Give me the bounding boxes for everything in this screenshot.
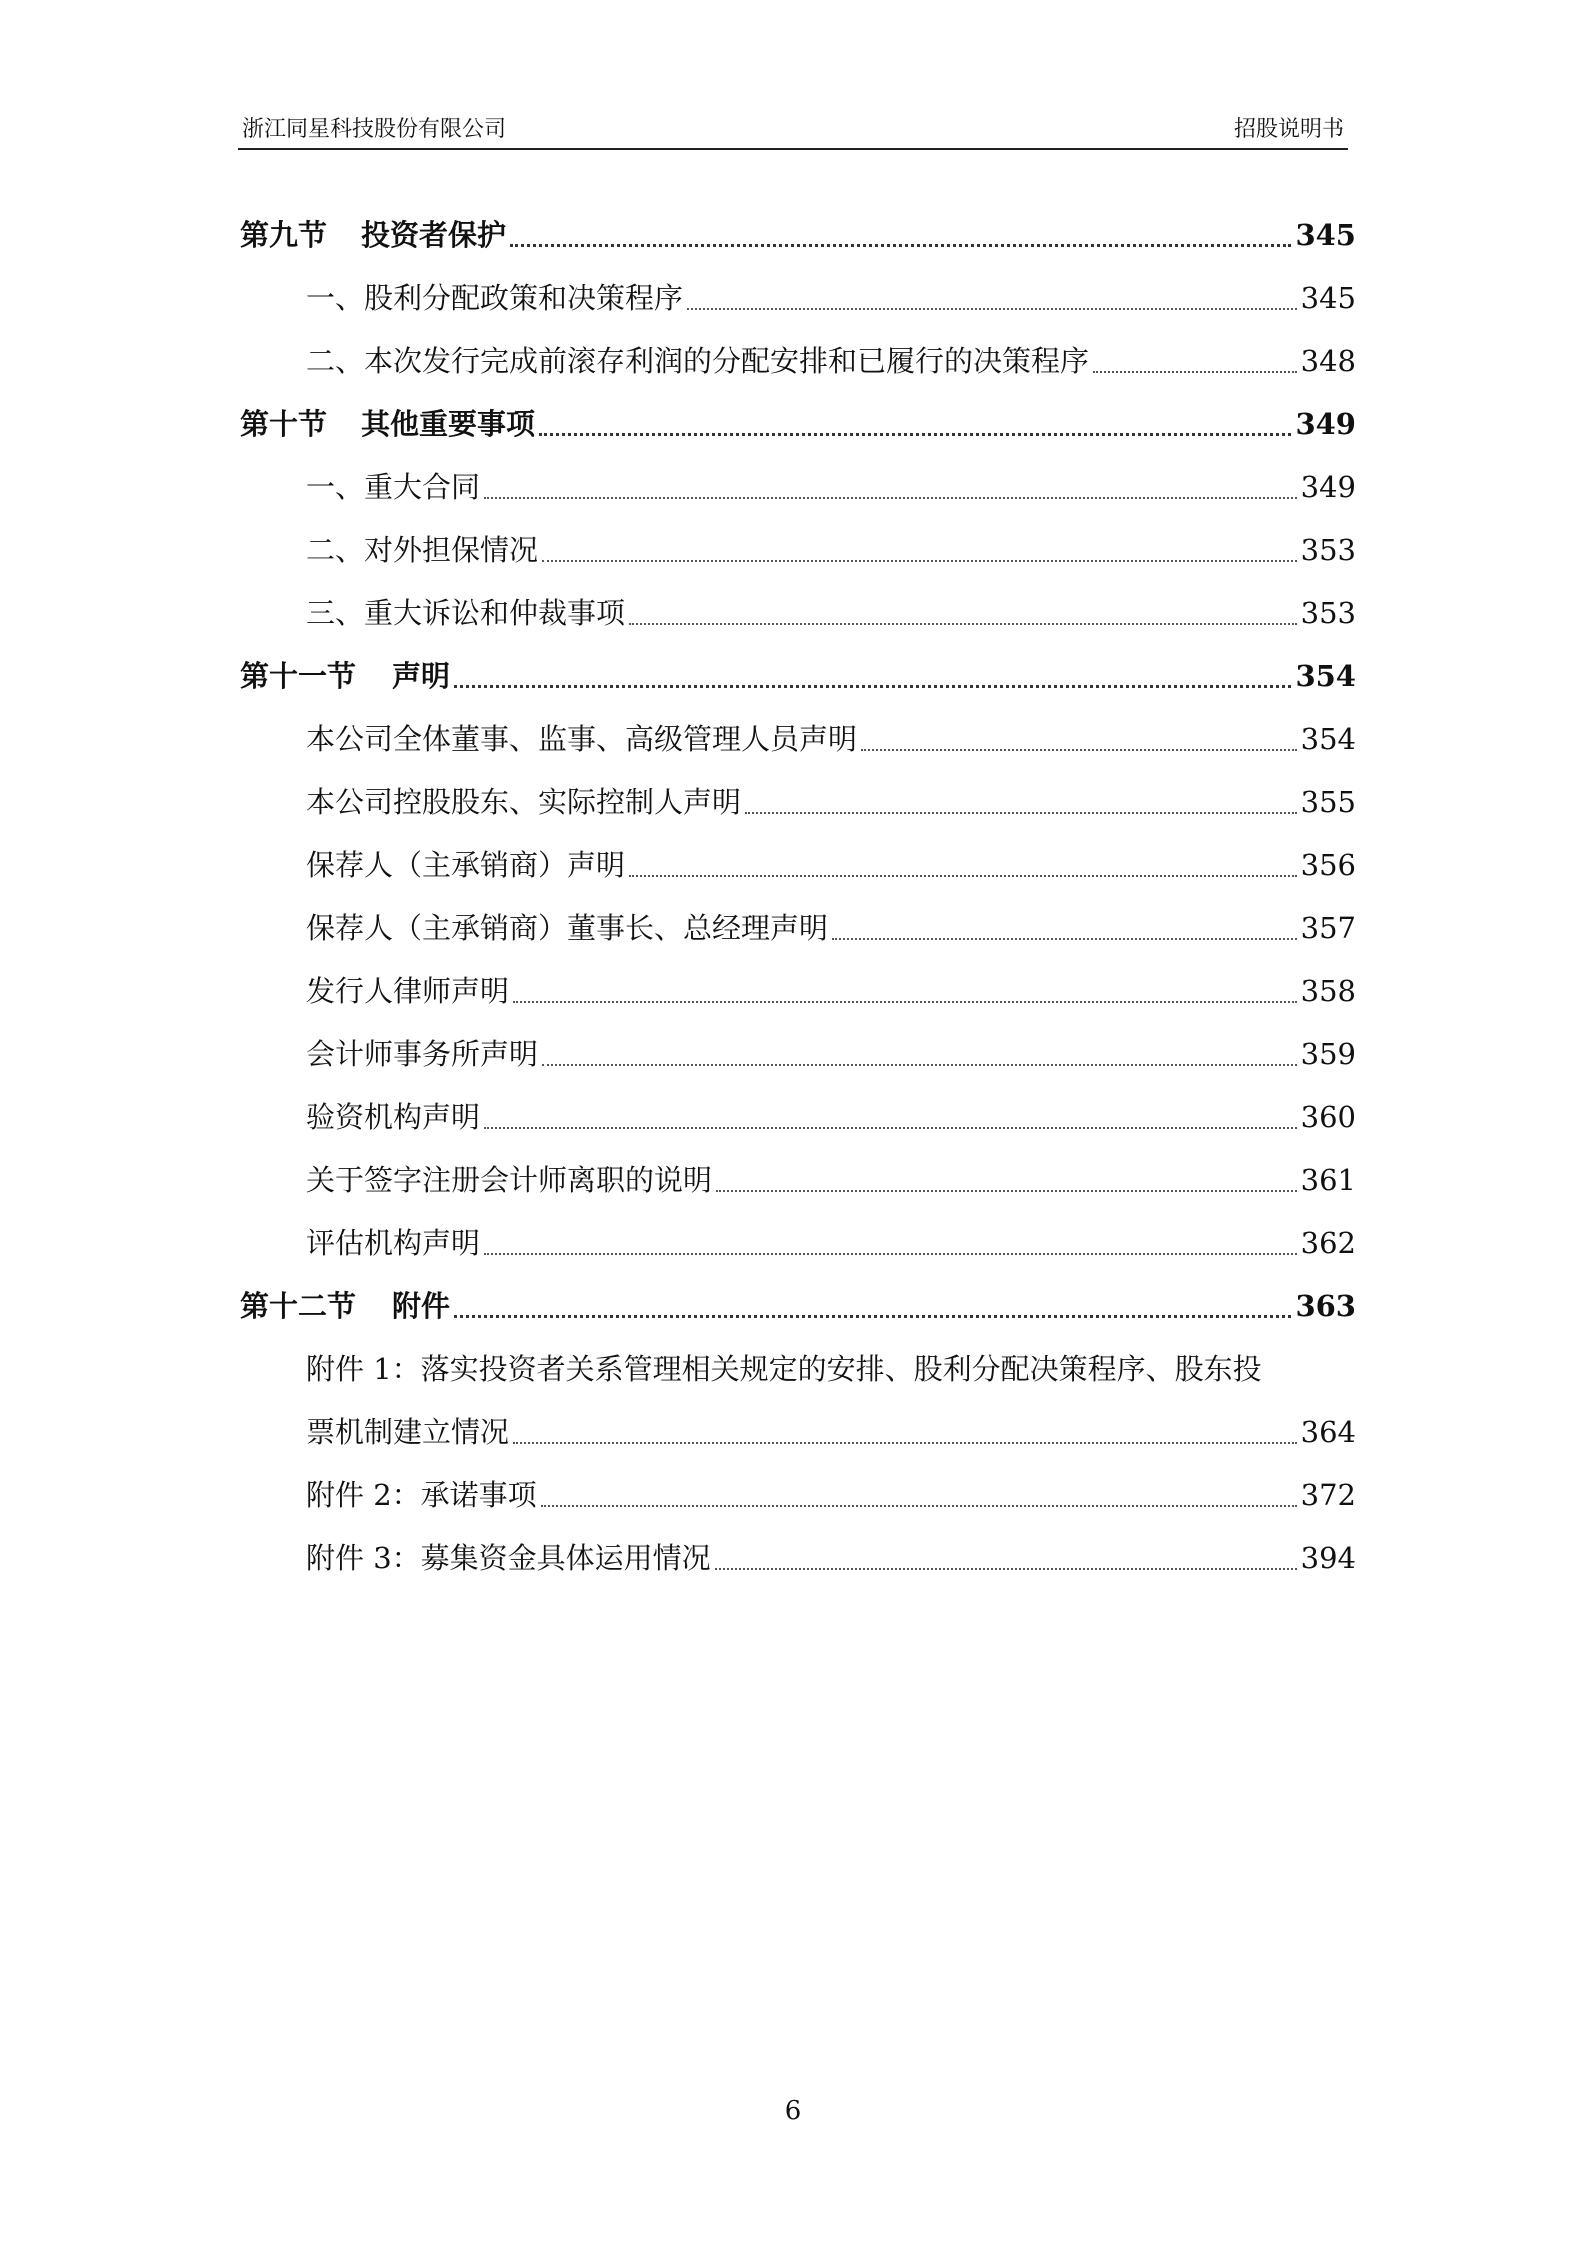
- toc-item-11-9[interactable]: [240, 1204, 1356, 1267]
- toc-item-11-7[interactable]: [240, 1078, 1356, 1141]
- toc-item-title: 本公司控股股东、实际控制人声明: [306, 785, 742, 819]
- toc-item-title: 一、股利分配政策和决策程序: [306, 281, 684, 315]
- dot-leader: [832, 938, 1297, 940]
- toc-page-number: 353: [1300, 596, 1356, 630]
- toc-item-title: 二、对外担保情况: [306, 533, 539, 567]
- dot-leader: [513, 1001, 1297, 1003]
- toc-item-title: 一、重大合同: [306, 470, 481, 504]
- toc-item-12-1-line1[interactable]: [240, 1330, 1356, 1393]
- toc-section-9[interactable]: [240, 196, 1356, 259]
- dot-leader: [513, 1442, 1297, 1444]
- dot-leader: [745, 812, 1297, 814]
- toc-page-number: 354: [1295, 659, 1356, 693]
- dot-leader: [687, 308, 1297, 310]
- toc-item-12-1-line2[interactable]: [240, 1393, 1356, 1456]
- toc-item-11-4[interactable]: [240, 889, 1356, 952]
- toc-item-title: 验资机构声明: [306, 1100, 481, 1134]
- toc-item-11-5[interactable]: [240, 952, 1356, 1015]
- toc-page-number: 349: [1295, 407, 1356, 441]
- dot-leader: [484, 497, 1297, 499]
- dot-leader: [484, 1127, 1297, 1129]
- toc-page-number: 361: [1300, 1163, 1356, 1197]
- toc-page-number: 355: [1300, 785, 1356, 819]
- dot-leader: [541, 1505, 1297, 1507]
- toc-section-number: 第九节: [240, 218, 328, 252]
- toc-item-12-3[interactable]: [240, 1519, 1356, 1582]
- toc-item-title: 保荐人（主承销商）声明: [306, 848, 626, 882]
- page-number: 6: [784, 2096, 802, 2126]
- toc-page-number: 360: [1300, 1100, 1356, 1134]
- toc-item-title: 保荐人（主承销商）董事长、总经理声明: [306, 911, 829, 945]
- toc-item-11-1[interactable]: [240, 700, 1356, 763]
- dot-leader: [510, 244, 1291, 247]
- dot-leader: [542, 560, 1297, 562]
- dot-leader: [484, 1253, 1297, 1255]
- toc-page-number: 348: [1300, 344, 1356, 378]
- page-header: [238, 112, 1348, 150]
- toc-section-12[interactable]: [240, 1267, 1356, 1330]
- toc-section-10[interactable]: [240, 385, 1356, 448]
- toc-section-number: 第十节: [240, 407, 328, 441]
- toc-item-11-8[interactable]: [240, 1141, 1356, 1204]
- toc-item-title: 附件 3：募集资金具体运用情况: [306, 1541, 711, 1575]
- dot-leader: [1093, 371, 1297, 373]
- header-company: 浙江同星科技股份有限公司: [242, 117, 507, 142]
- dot-leader: [539, 433, 1291, 436]
- toc-item-title: 附件 2：承诺事项: [306, 1478, 537, 1512]
- dot-leader: [861, 749, 1297, 751]
- toc-page-number: 358: [1300, 974, 1356, 1008]
- toc-section-11[interactable]: [240, 637, 1356, 700]
- toc-page-number: 362: [1300, 1226, 1356, 1260]
- toc-item-10-3[interactable]: [240, 574, 1356, 637]
- toc-item-title: 评估机构声明: [306, 1226, 481, 1260]
- dot-leader: [454, 1315, 1291, 1318]
- toc-item-11-3[interactable]: [240, 826, 1356, 889]
- dot-leader: [542, 1064, 1297, 1066]
- toc-item-11-6[interactable]: [240, 1015, 1356, 1078]
- dot-leader: [716, 1190, 1297, 1192]
- dot-leader: [629, 623, 1297, 625]
- page-footer: [0, 2096, 1586, 2126]
- toc-item-title: 二、本次发行完成前滚存利润的分配安排和已履行的决策程序: [306, 344, 1090, 378]
- toc-item-title: 会计师事务所声明: [306, 1037, 539, 1071]
- toc-page-number: 349: [1300, 470, 1356, 504]
- dot-leader: [454, 685, 1291, 688]
- toc-page-number: 394: [1300, 1541, 1356, 1575]
- toc-item-10-2[interactable]: [240, 511, 1356, 574]
- toc-page-number: 363: [1295, 1289, 1356, 1323]
- toc-item-title: 关于签字注册会计师离职的说明: [306, 1163, 713, 1197]
- toc-page-number: 353: [1300, 533, 1356, 567]
- dot-leader: [629, 875, 1297, 877]
- table-of-contents: [240, 196, 1356, 1582]
- toc-item-10-1[interactable]: [240, 448, 1356, 511]
- toc-item-title: 本公司全体董事、监事、高级管理人员声明: [306, 722, 858, 756]
- toc-page-number: 357: [1300, 911, 1356, 945]
- toc-item-title: 发行人律师声明: [306, 974, 510, 1008]
- toc-page-number: 345: [1295, 218, 1356, 252]
- toc-item-title: 票机制建立情况: [306, 1415, 510, 1449]
- toc-page-number: 354: [1300, 722, 1356, 756]
- toc-page-number: 356: [1300, 848, 1356, 882]
- toc-item-11-2[interactable]: [240, 763, 1356, 826]
- toc-page-number: 345: [1300, 281, 1356, 315]
- toc-section-title: 声明: [392, 659, 451, 693]
- toc-section-number: 第十二节: [240, 1289, 357, 1323]
- toc-page-number: 364: [1300, 1415, 1356, 1449]
- toc-item-title: 附件 1：落实投资者关系管理相关规定的安排、股利分配决策程序、股东投: [306, 1352, 1262, 1386]
- toc-section-title: 其他重要事项: [361, 407, 536, 441]
- dot-leader: [715, 1568, 1297, 1570]
- toc-page-number: 372: [1300, 1478, 1356, 1512]
- toc-section-title: 附件: [392, 1289, 451, 1323]
- toc-item-12-2[interactable]: [240, 1456, 1356, 1519]
- toc-item-title: 三、重大诉讼和仲裁事项: [306, 596, 626, 630]
- toc-page-number: 359: [1300, 1037, 1356, 1071]
- toc-section-number: 第十一节: [240, 659, 357, 693]
- toc-section-title: 投资者保护: [361, 218, 507, 252]
- toc-item-9-1[interactable]: [240, 259, 1356, 322]
- toc-item-9-2[interactable]: [240, 322, 1356, 385]
- header-doc-title: 招股说明书: [1233, 117, 1344, 142]
